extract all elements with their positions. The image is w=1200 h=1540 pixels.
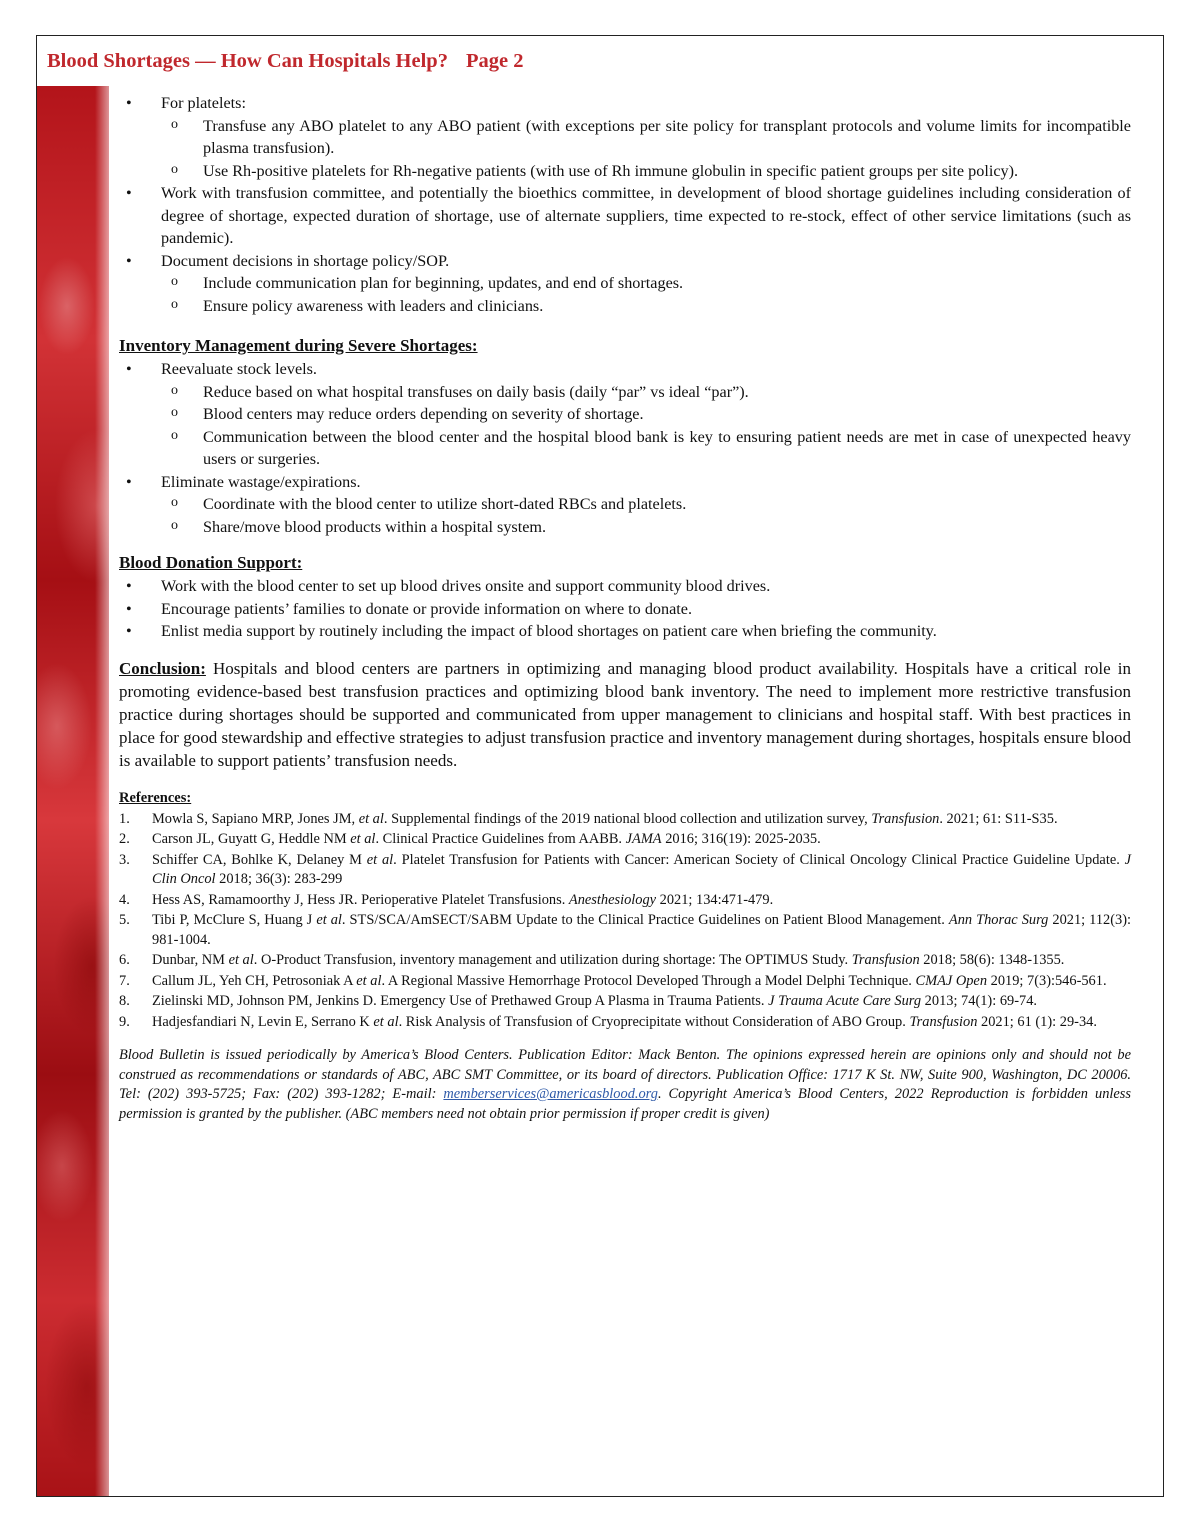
reference-citation: 2018; 36(3): 283-299 <box>215 871 343 887</box>
blood-cells-decorative-strip <box>37 86 109 1497</box>
footer-text-before: Blood Bulletin is issued periodically by America’s Blood Centers. Publication Editor: Mack Benton. The opinions expressed herein are opinions only and should not be construed as recommendations or standards of ABC, ABC SMT Committee, or its board of directors. Publication Office: 1717 K St. NW, Suite 900, Washington, DC 20006. Tel: (202) 393-5725; Fax: (202) 393-1282; E-mail: <box>119 1047 1131 1102</box>
reference-authors: Callum JL, Yeh CH, Petrosoniak A <box>152 972 357 989</box>
reference-etal: et al <box>373 1013 399 1030</box>
reference-item <box>119 951 1131 971</box>
reference-journal: Transfusion <box>871 810 940 827</box>
reference-item <box>119 830 1131 850</box>
list-item: • Work with the blood center to set up blood drives onsite and support community blood drives. <box>119 575 1131 598</box>
reference-authors: Hadjesfandiari N, Levin E, Serrano K <box>152 1013 374 1030</box>
references-heading: References: <box>119 789 192 806</box>
header-page-number: Page 2 <box>465 50 524 72</box>
sub-list-item: o Ensure policy awareness with leaders and clinicians. <box>161 295 1131 318</box>
reference-citation: . 2021; 61: S11-S35. <box>939 810 1058 827</box>
reference-title: . A Regional Massive Hemorrhage Protocol Developed Through a Model Delphi Technique. <box>381 972 916 989</box>
reference-etal: et al <box>366 851 394 868</box>
list-item-text: Reevaluate stock levels. <box>161 360 317 378</box>
reference-number: 5. <box>119 912 130 928</box>
inventory-list <box>119 358 1131 538</box>
reference-item <box>119 851 1131 890</box>
reference-citation: 2016; 316(19): 2025-2035. <box>661 831 821 847</box>
sub-list-item: o Reduce based on what hospital transfuses on daily basis (daily “par” vs ideal “par”). <box>161 381 1131 404</box>
list-item: • Encourage patients’ families to donate or provide information on where to donate. <box>119 598 1131 621</box>
list-item <box>119 182 1131 250</box>
sub-list <box>161 272 1131 317</box>
platelet-policy-list <box>119 92 1131 317</box>
list-item-text: For platelets: <box>161 94 246 112</box>
conclusion-text: Hospitals and blood centers are partners in optimizing and managing blood product availability. Hospitals have a critical role in promoting evidence-based best transfusion practices and optimizing blood bank inventory. The need to implement more restrictive transfusion practice during shortages should be supported and communicated from upper management to clinicians and hospital staff. With best practices in place for good stewardship and effective strategies to adjust transfusion practice and inventory management during shortages, hospitals ensure blood is available to support patients’ transfusion needs. <box>119 658 1131 770</box>
conclusion-paragraph <box>119 657 1131 772</box>
reference-item <box>119 891 1131 911</box>
reference-etal: et al <box>316 912 342 928</box>
reference-title: . Supplemental findings of the 2019 national blood collection and utilization survey, <box>383 810 872 827</box>
reference-title: . Platelet Transfusion for Patients with Cancer: American Society of Clinical Oncology Clinical Practice Guideline Update. <box>393 851 1125 868</box>
sub-list-item: o Transfuse any ABO platelet to any ABO patient (with exceptions per site policy for transplant protocols and volume limits for incompatible plasma transfusion). <box>161 115 1131 160</box>
footer-text-after: . Copyright America’s Blood Centers, 2022 Reproduction is forbidden unless permission is granted by the publisher. (ABC members need not obtain prior permission if proper credit is given) <box>119 1086 1131 1122</box>
inventory-heading: Inventory Management during Severe Shortages: <box>119 336 478 355</box>
references-list <box>119 810 1131 1033</box>
reference-etal: et al <box>358 810 384 827</box>
reference-journal: J Trauma Acute Care Surg <box>768 993 922 1009</box>
list-item-text: Work with transfusion committee, and potentially the bioethics committee, in development of blood shortage guidelines including consideration of degree of shortage, expected duration of shortage, use of alternate suppliers, time expected to re-stock, effect of other service limitations (such as pandemic). <box>161 184 1131 247</box>
list-item <box>119 471 1131 539</box>
reference-item <box>119 992 1131 1012</box>
reference-etal: et al <box>356 972 382 989</box>
reference-citation: 2021; 112(3): 981-1004. <box>152 912 1132 948</box>
list-item-text: Document decisions in shortage policy/SOP. <box>161 251 450 270</box>
publication-footer <box>119 1046 1131 1124</box>
reference-journal: Ann Thorac Surg <box>948 912 1049 928</box>
reference-item <box>119 972 1131 992</box>
reference-journal: Anesthesiology <box>568 891 657 908</box>
reference-citation: 2021; 61 (1): 29-34. <box>977 1013 1097 1030</box>
page-header <box>47 50 523 73</box>
reference-title: . O-Product Transfusion, inventory management and utilization during shortage: The OPTIMUS Study. <box>253 952 852 968</box>
reference-number: 9. <box>119 1013 130 1030</box>
reference-number: 7. <box>119 972 130 989</box>
list-item <box>119 358 1131 471</box>
reference-number: 1. <box>119 810 130 827</box>
conclusion-label: Conclusion: <box>119 658 206 678</box>
reference-number: 6. <box>119 952 130 968</box>
sub-list-item: o Use Rh-positive platelets for Rh-negative patients (with use of Rh immune globulin in specific patient groups per site policy). <box>161 160 1131 183</box>
reference-citation: 2013; 74(1): 69-74. <box>921 993 1037 1009</box>
reference-journal: J Clin Oncol <box>152 851 1131 887</box>
donation-heading: Blood Donation Support: <box>119 553 303 572</box>
reference-number: 2. <box>119 831 130 847</box>
reference-etal: et al <box>350 831 376 847</box>
reference-citation: 2018; 58(6): 1348-1355. <box>919 952 1065 968</box>
main-content <box>119 92 1131 1138</box>
reference-journal: Transfusion <box>909 1013 978 1030</box>
sub-list-item: o Communication between the blood center and the hospital blood bank is key to ensuring patient needs are met in case of unexpected heavy users or surgeries. <box>161 426 1131 471</box>
list-item <box>119 250 1131 318</box>
reference-citation: 2021; 134:471-479. <box>656 891 774 908</box>
reference-number: 3. <box>119 851 130 868</box>
reference-authors: Zielinski MD, Johnson PM, Jenkins D. Emergency Use of Prethawed Group A Plasma in Trauma Patients. <box>152 993 769 1009</box>
sub-list-item: o Include communication plan for beginning, updates, and end of shortages. <box>161 272 1131 295</box>
reference-authors: Dunbar, NM <box>152 952 229 968</box>
sub-list <box>161 493 1131 538</box>
list-item-text: Eliminate wastage/expirations. <box>161 472 361 491</box>
reference-title: . STS/SCA/AmSECT/SABM Update to the Clinical Practice Guidelines on Patient Blood Management. <box>341 912 949 928</box>
sub-list <box>161 381 1131 471</box>
sub-list <box>161 115 1131 183</box>
list-item <box>119 92 1131 182</box>
reference-title: . Clinical Practice Guidelines from AABB. <box>375 831 626 847</box>
reference-item <box>119 810 1131 830</box>
reference-number: 8. <box>119 993 130 1009</box>
sub-list-item: o Blood centers may reduce orders depending on severity of shortage. <box>161 403 1131 426</box>
header-title: Blood Shortages — How Can Hospitals Help? <box>47 50 448 72</box>
sub-list-item: o Coordinate with the blood center to utilize short-dated RBCs and platelets. <box>161 493 1131 516</box>
list-item: • Enlist media support by routinely including the impact of blood shortages on patient care when briefing the community. <box>119 620 1131 643</box>
reference-authors: Mowla S, Sapiano MRP, Jones JM, <box>152 810 359 827</box>
sub-list-item: o Share/move blood products within a hospital system. <box>161 516 1131 539</box>
reference-authors: Carson JL, Guyatt G, Heddle NM <box>152 831 351 847</box>
email-link[interactable]: memberservices@americasblood.org <box>443 1086 658 1102</box>
reference-citation: 2019; 7(3):546-561. <box>987 972 1107 989</box>
donation-list <box>119 575 1131 643</box>
reference-journal: CMAJ Open <box>915 972 988 989</box>
reference-journal: JAMA <box>625 831 662 847</box>
reference-authors: Hess AS, Ramamoorthy J, Hess JR. Perioperative Platelet Transfusions. <box>152 891 569 908</box>
reference-title: . Risk Analysis of Transfusion of Cryoprecipitate without Consideration of ABO Group. <box>398 1013 910 1030</box>
page-frame <box>36 35 1164 1497</box>
reference-authors: Tibi P, McClure S, Huang J <box>152 912 317 928</box>
reference-number: 4. <box>119 891 130 908</box>
reference-item <box>119 1013 1131 1033</box>
reference-authors: Schiffer CA, Bohlke K, Delaney M <box>152 851 367 868</box>
reference-item <box>119 911 1131 950</box>
reference-etal: et al <box>228 952 254 968</box>
reference-journal: Transfusion <box>851 952 920 968</box>
